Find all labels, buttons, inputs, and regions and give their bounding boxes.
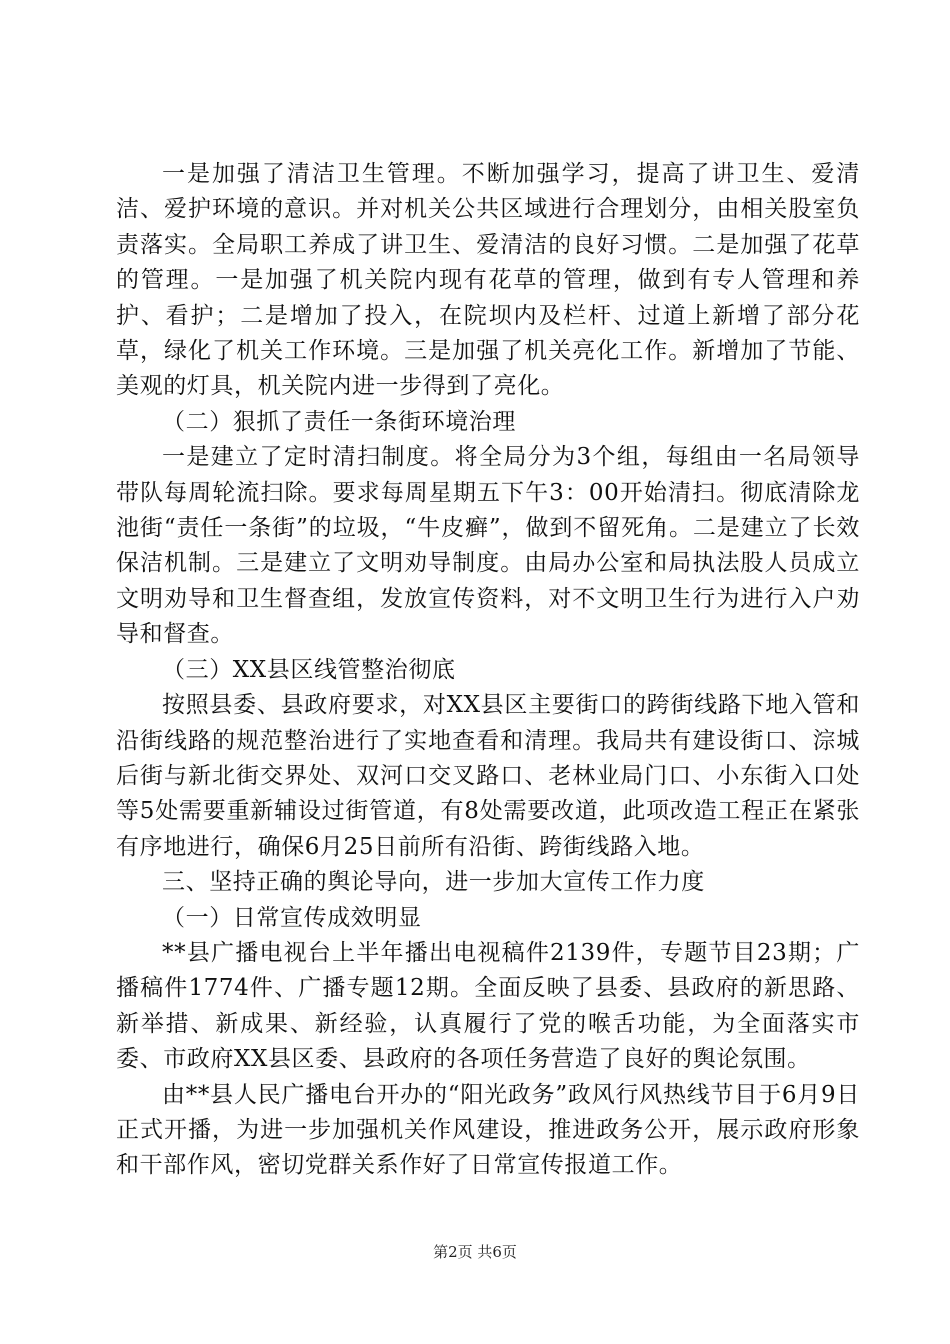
paragraph-broadcast-stats: **县广播电视台上半年播出电视稿件2139件，专题节目23期；广播稿件1774件、广播专题12期。全面反映了县委、县政府的新思路、新举措、新成果、新经验，认真履行了党的喉舌功能，为全面落实市委、市政府XX县区委、县政府的各项任务营造了良好的舆论氛围。	[116, 939, 860, 1073]
section-heading-street-environment: （二）狠抓了责任一条街环境治理	[162, 408, 516, 435]
document-body	[116, 157, 860, 1184]
paragraph-line-renovation: 按照县委、县政府要求，对XX县区主要街口的跨街线路下地入管和沿街线路的规范整治进行了实地查看和清理。我局共有建设街口、淙城后街与新北街交界处、双河口交叉路口、老林业局门口、小东街入口处等5处需要重新辅设过街管道，有8处需要改道，此项改造工程正在紧张有序地进行，确保6月25日前所有沿街、跨街线路入地。	[116, 692, 860, 860]
section-heading-daily-publicity: （一）日常宣传成效明显	[162, 904, 422, 931]
page-number-footer: 第2页 共6页	[433, 1243, 517, 1261]
section-heading-publicity: 三、坚持正确的舆论导向，进一步加大宣传工作力度	[162, 869, 705, 896]
paragraph-cleaning-management: 一是加强了清洁卫生管理。不断加强学习，提高了讲卫生、爱清洁、爱护环境的意识。并对机关公共区域进行合理划分，由相关股室负责落实。全局职工养成了讲卫生、爱清洁的良好习惯。二是加强了花草的管理。一是加强了机关院内现有花草的管理，做到有专人管理和养护、看护；二是增加了投入，在院坝内及栏杆、过道上新增了部分花草，绿化了机关工作环境。三是加强了机关亮化工作。新增加了节能、美观的灯具，机关院内进一步得到了亮化。	[116, 161, 860, 400]
section-heading-line-management: （三）XX县区线管整治彻底	[162, 656, 456, 683]
paragraph-street-cleaning: 一是建立了定时清扫制度。将全局分为3个组，每组由一名局领导带队每周轮流扫除。要求每周星期五下午3：00开始清扫。彻底清除龙池街“责任一条街”的垃圾，“牛皮癣”，做到不留死角。二是建立了长效保洁机制。三是建立了文明劝导制度。由局办公室和局执法股人员成立文明劝导和卫生督查组，发放宣传资料，对不文明卫生行为进行入户劝导和督查。	[116, 444, 860, 648]
paragraph-hotline-program: 由**县人民广播电台开办的“阳光政务”政风行风热线节目于6月9日正式开播，为进一步加强机关作风建设，推进政务公开，展示政府形象和干部作风，密切党群关系作好了日常宣传报道工作。	[116, 1081, 860, 1179]
